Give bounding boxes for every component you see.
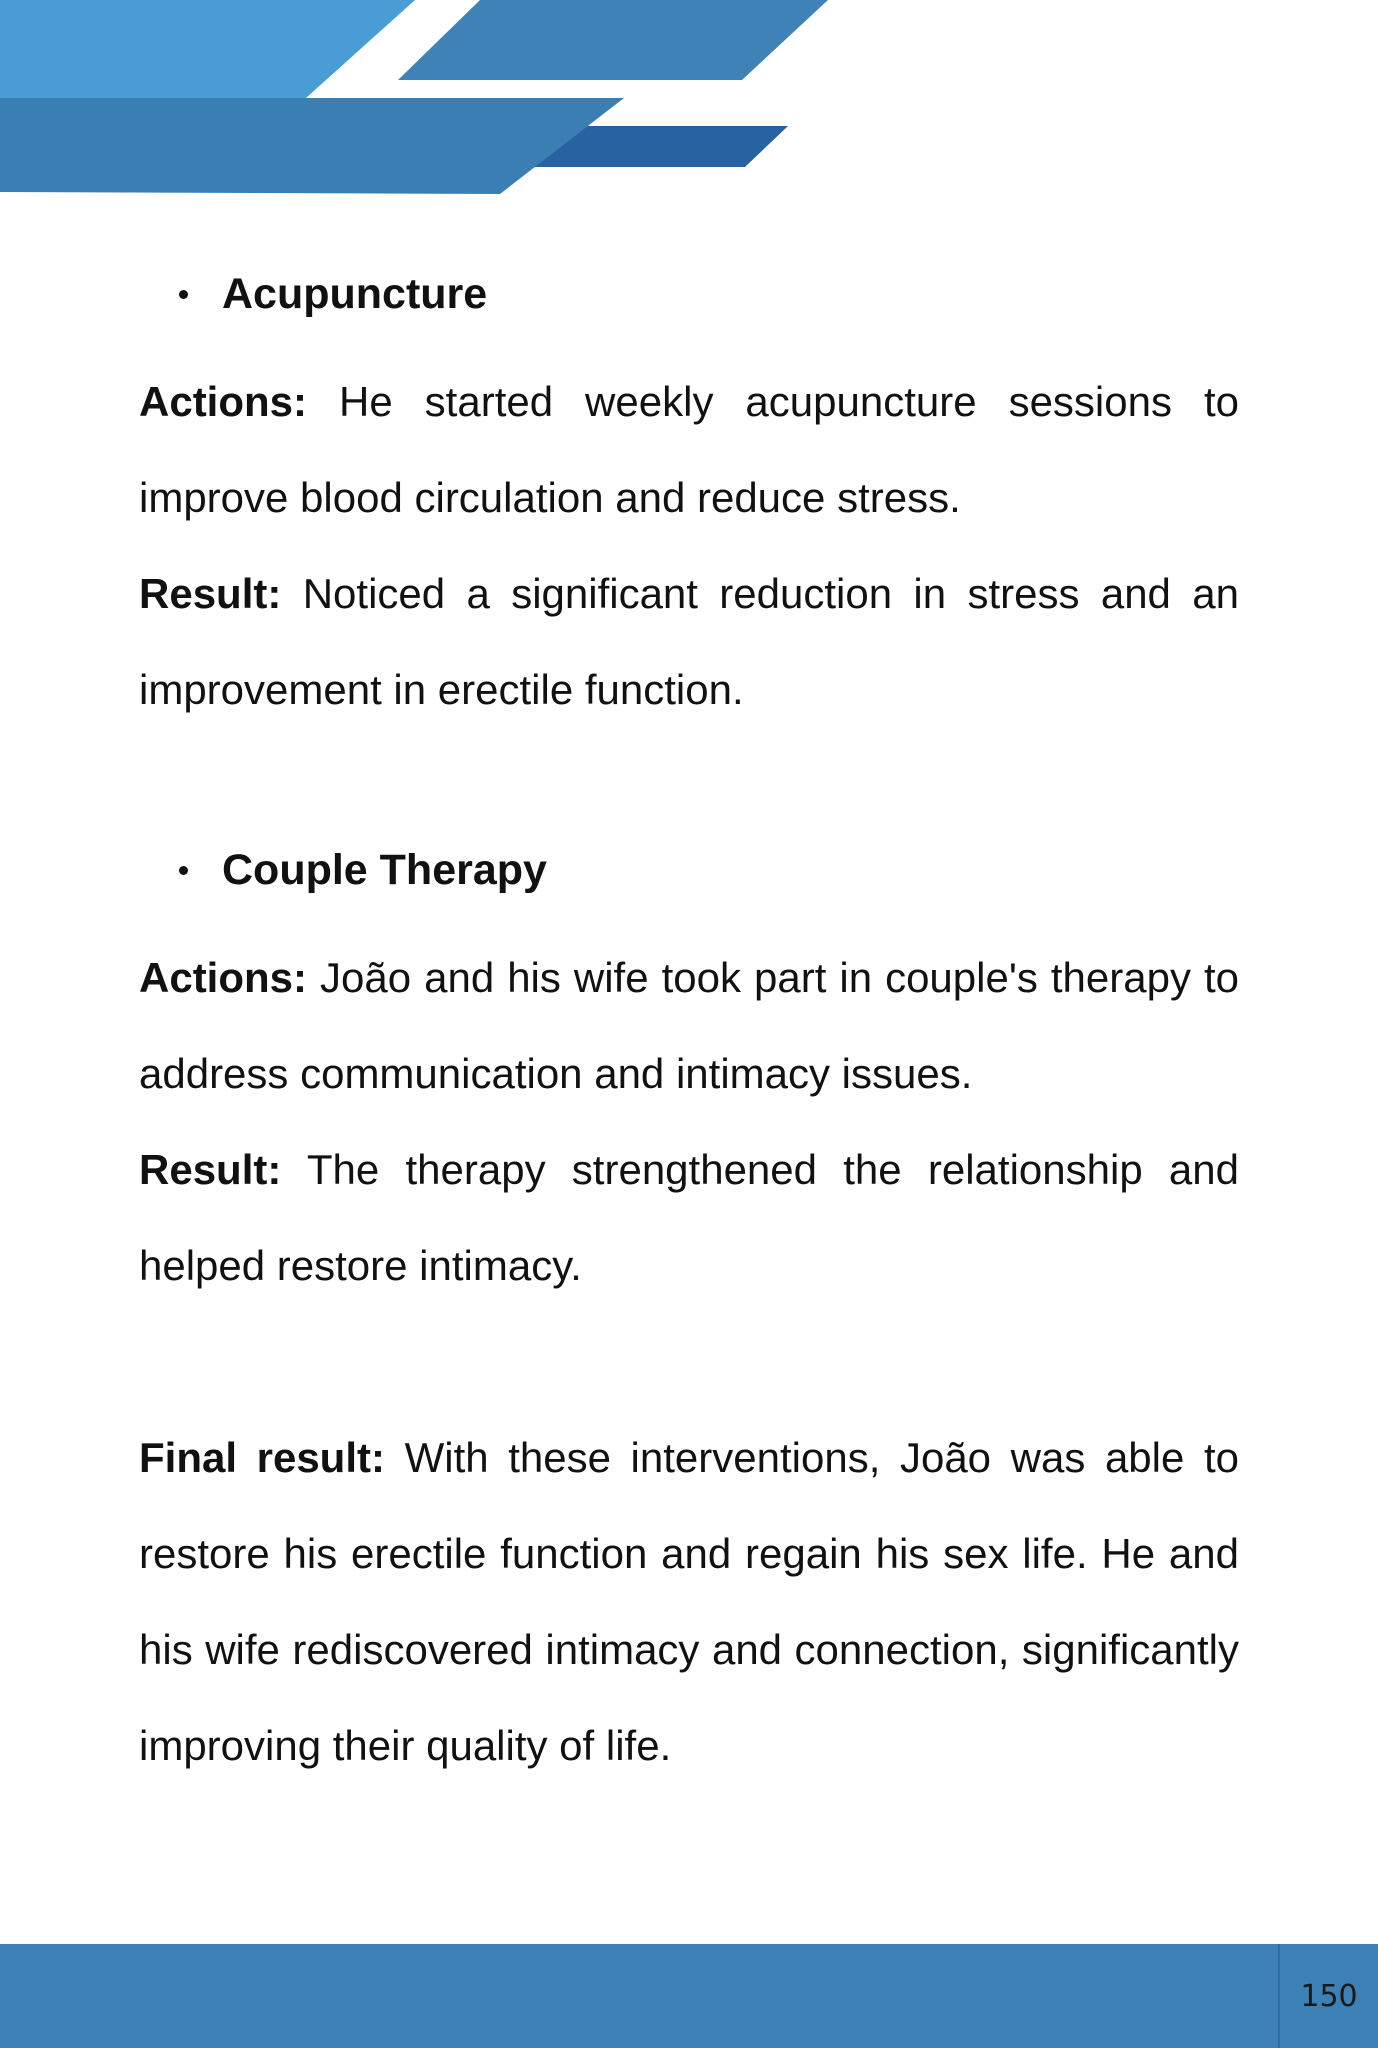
page-number: 150 — [1300, 1978, 1358, 2014]
section-acupuncture — [139, 258, 1239, 738]
result-label: Result: — [139, 570, 282, 617]
section-spacer — [139, 1314, 1239, 1410]
page-number-box — [1278, 1944, 1378, 2048]
final-result-label: Final result: — [139, 1434, 385, 1481]
header-shape-light — [0, 0, 415, 98]
page-content — [139, 258, 1239, 1794]
bullet-dot — [179, 866, 188, 875]
bullet-dot — [179, 290, 188, 299]
result-text: Noticed a significant reduction in stress and an improvement in erectile function. — [139, 570, 1239, 713]
section-spacer — [139, 738, 1239, 834]
header-shape-top-right — [398, 0, 828, 80]
actions-label: Actions: — [139, 954, 307, 1001]
final-result-text: With these interventions, João was able to restore his erectile function and regain his sex life. He and his wife rediscovered intimacy and connection, significantly improving their quality of life. — [139, 1434, 1239, 1769]
section-heading: Acupuncture — [222, 269, 488, 318]
result-paragraph — [139, 546, 1239, 738]
header-shape-main — [0, 98, 624, 194]
result-text: The therapy strengthened the relationship and helped restore intimacy. — [139, 1146, 1239, 1289]
bullet-heading — [139, 258, 1239, 330]
result-label: Result: — [139, 1146, 282, 1193]
result-paragraph — [139, 1122, 1239, 1314]
actions-paragraph — [139, 930, 1239, 1122]
actions-paragraph — [139, 354, 1239, 546]
section-couple-therapy — [139, 834, 1239, 1314]
footer-bar — [0, 1944, 1378, 2048]
header-decoration — [0, 0, 1378, 200]
bullet-heading — [139, 834, 1239, 906]
section-heading: Couple Therapy — [222, 845, 547, 894]
actions-label: Actions: — [139, 378, 307, 425]
actions-text: He started weekly acupuncture sessions to improve blood circulation and reduce stress. — [139, 378, 1239, 521]
actions-text: João and his wife took part in couple's therapy to address communication and intimacy issues. — [139, 954, 1239, 1097]
final-result-paragraph — [139, 1410, 1239, 1794]
